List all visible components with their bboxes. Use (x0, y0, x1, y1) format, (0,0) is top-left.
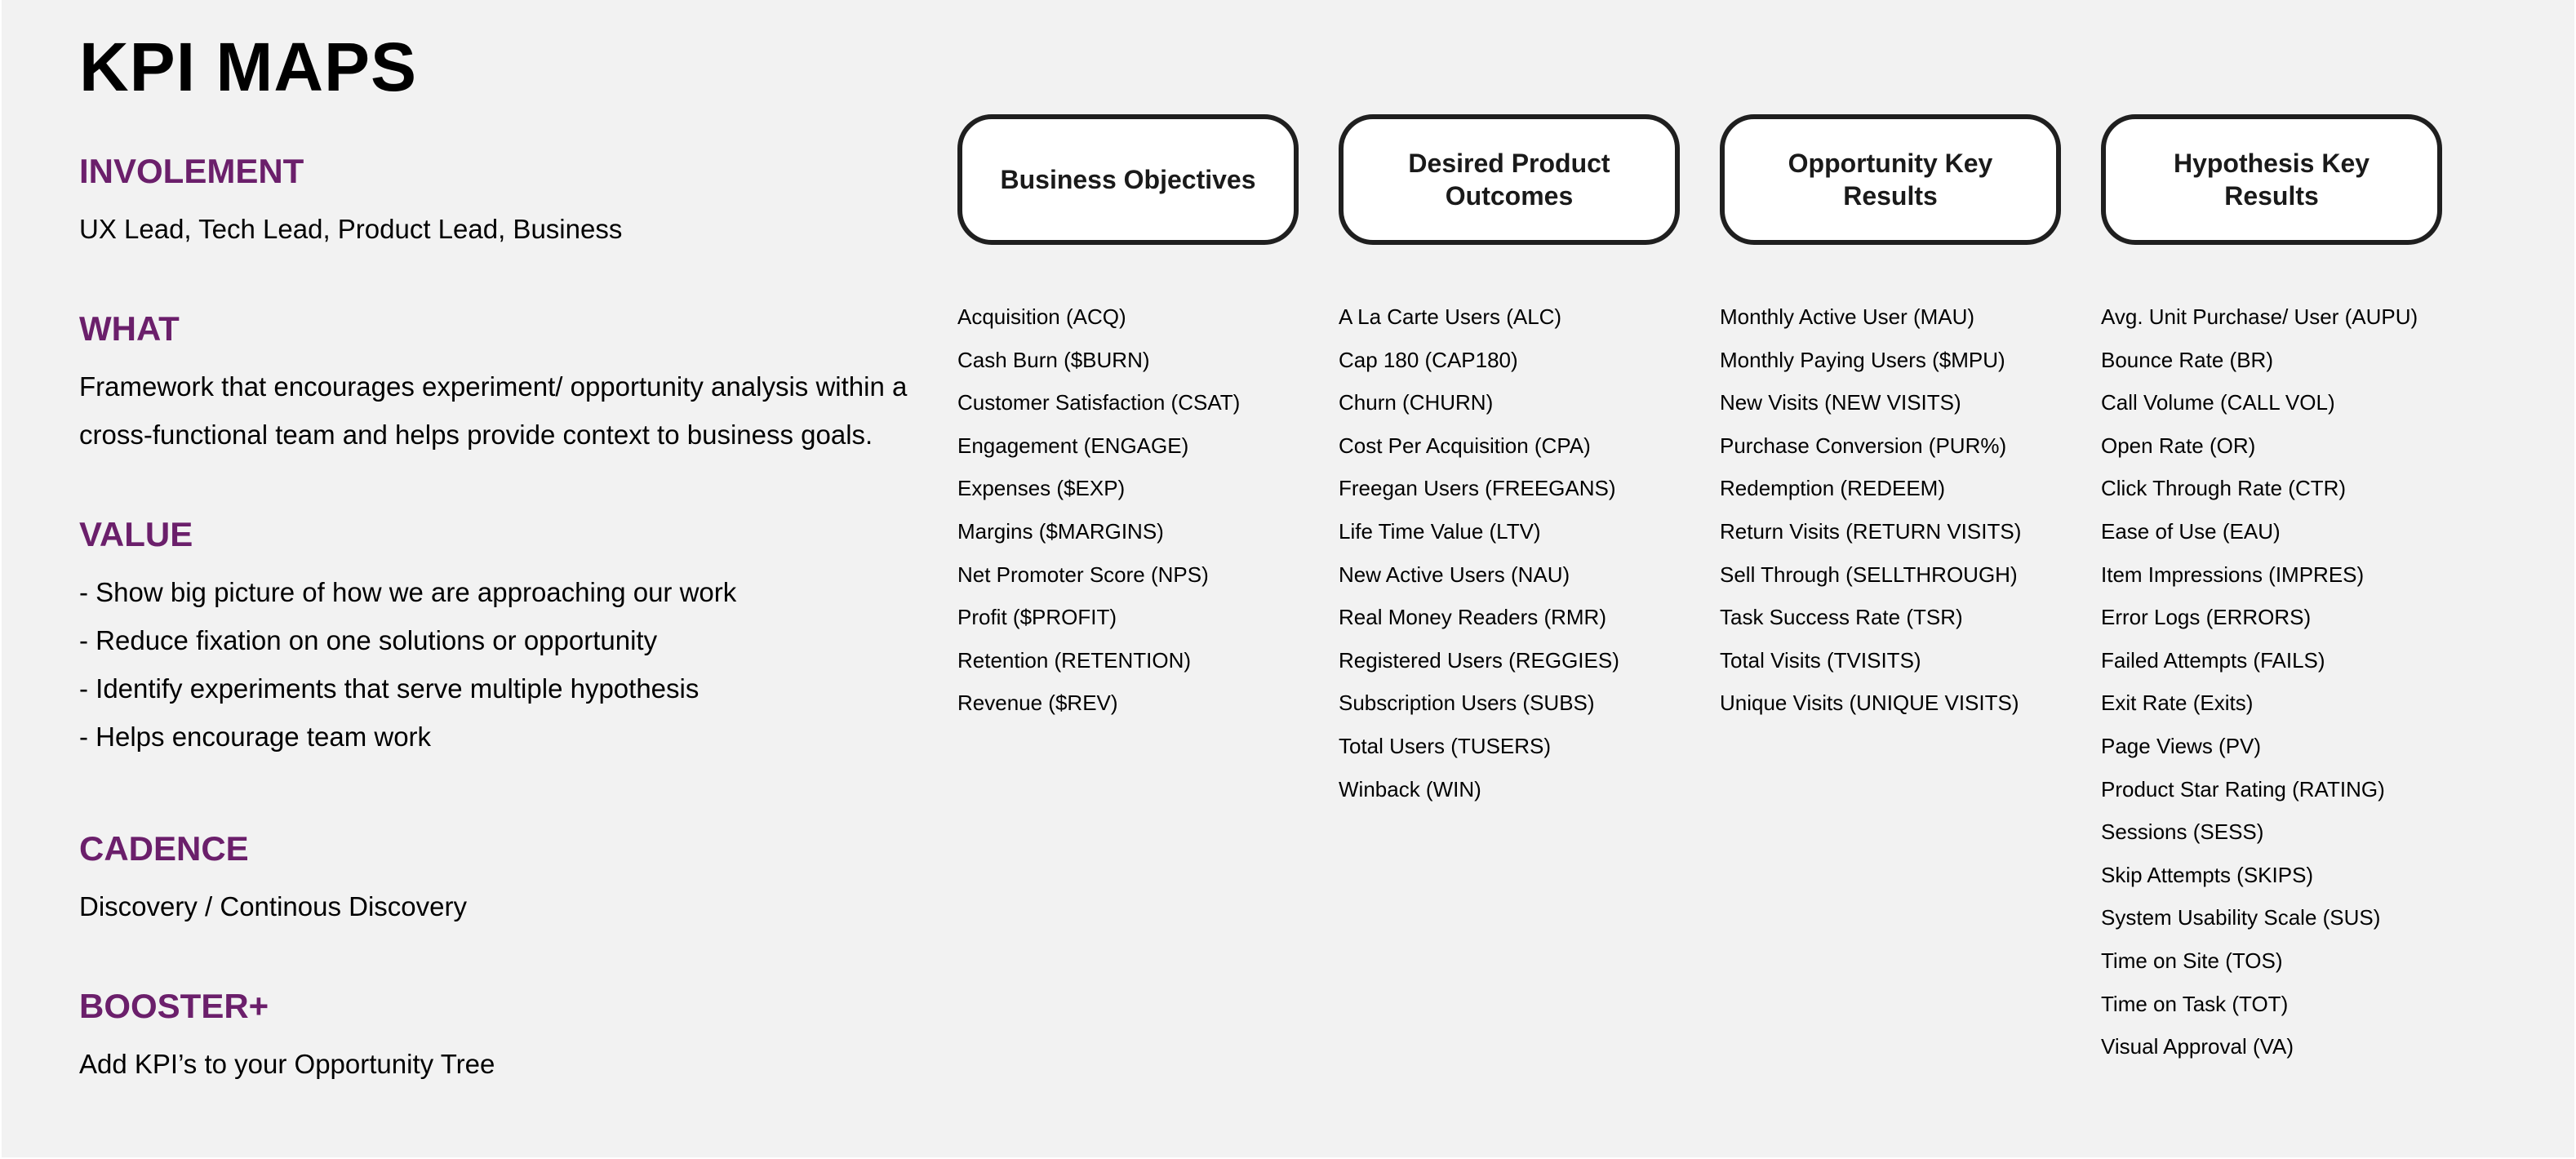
section-body-involement (79, 205, 936, 253)
kpi-item: Registered Users (REGGIES) (1339, 647, 1619, 673)
kpi-item: Sell Through (SELLTHROUGH) (1720, 562, 2018, 587)
section-value (79, 514, 936, 761)
kpi-item: Item Impressions (IMPRES) (2101, 562, 2365, 587)
kpi-item: A La Carte Users (ALC) (1339, 304, 1562, 329)
slide-canvas (2, 0, 2574, 1157)
kpi-item: Total Visits (TVISITS) (1720, 647, 1921, 673)
kpi-item: Winback (WIN) (1339, 776, 1481, 802)
kpi-list-opportunity-key-results (1720, 295, 2021, 725)
kpi-item: Unique Visits (UNIQUE VISITS) (1720, 691, 2019, 716)
value-list-item: - Helps encourage team work (79, 722, 432, 752)
kpi-item: Time on Site (TOS) (2101, 948, 2283, 973)
kpi-item: New Active Users (NAU) (1339, 562, 1570, 587)
kpi-item: Expenses ($EXP) (957, 476, 1126, 501)
value-list-item: - Show big picture of how we are approaching our work (79, 577, 737, 607)
involement-text: UX Lead, Tech Lead, Product Lead, Business (79, 214, 623, 244)
section-heading-what: WHAT (79, 309, 180, 348)
kpi-list-desired-product-outcomes (1339, 295, 1619, 810)
kpi-item: Open Rate (OR) (2101, 433, 2256, 458)
kpi-item: Page Views (PV) (2101, 733, 2262, 758)
kpi-item: Engagement (ENGAGE) (957, 433, 1189, 458)
value-list-item: - Reduce fixation on one solutions or opportunity (79, 625, 658, 655)
section-body-what (79, 362, 936, 459)
column-header-label: Hypothesis Key Results (2173, 149, 2370, 211)
kpi-item: Avg. Unit Purchase/ User (AUPU) (2101, 304, 2418, 329)
kpi-item: Sessions (SESS) (2101, 819, 2264, 845)
kpi-item: Click Through Rate (CTR) (2101, 476, 2347, 501)
kpi-item: Margins ($MARGINS) (957, 518, 1164, 544)
value-list (79, 568, 936, 761)
kpi-item: Customer Satisfaction (CSAT) (957, 390, 1241, 415)
kpi-item: Monthly Active User (MAU) (1720, 304, 1975, 329)
kpi-item: Life Time Value (LTV) (1339, 518, 1541, 544)
section-heading-involement: INVOLEMENT (79, 152, 304, 190)
kpi-item: Task Success Rate (TSR) (1720, 605, 1963, 630)
kpi-item: Skip Attempts (SKIPS) (2101, 862, 2314, 887)
kpi-item: Profit ($PROFIT) (957, 605, 1117, 630)
kpi-list-hypothesis-key-results (2101, 295, 2418, 1068)
kpi-item: Monthly Paying Users ($MPU) (1720, 347, 2005, 372)
kpi-list-business-objectives (957, 295, 1240, 725)
section-cadence (79, 828, 936, 930)
kpi-item: Product Star Rating (RATING) (2101, 776, 2385, 802)
column-header-hypothesis-key-results (2101, 114, 2442, 245)
kpi-column-desired-product-outcomes (1339, 114, 1698, 802)
kpi-item: System Usability Scale (SUS) (2101, 905, 2381, 930)
section-body-booster (79, 1040, 936, 1088)
kpi-item: Error Logs (ERRORS) (2101, 605, 2312, 630)
kpi-item: Purchase Conversion (PUR%) (1720, 433, 2007, 458)
what-text-line: cross-functional team and helps provide context to business goals. (79, 420, 873, 450)
kpi-item: Failed Attempts (FAILS) (2101, 647, 2325, 673)
what-text-line: Framework that encourages experiment/ opportunity analysis within a (79, 371, 908, 402)
kpi-item: New Visits (NEW VISITS) (1720, 390, 1961, 415)
section-body-cadence (79, 882, 936, 930)
kpi-item: Total Users (TUSERS) (1339, 733, 1552, 758)
kpi-column-opportunity-key-results (1720, 114, 2079, 716)
section-involement (79, 151, 936, 253)
kpi-item: Churn (CHURN) (1339, 390, 1494, 415)
kpi-item: Cost Per Acquisition (CPA) (1339, 433, 1591, 458)
kpi-item: Redemption (REDEEM) (1720, 476, 1945, 501)
cadence-text: Discovery / Continous Discovery (79, 891, 467, 921)
kpi-item: Ease of Use (EAU) (2101, 518, 2281, 544)
kpi-item: Acquisition (ACQ) (957, 304, 1126, 329)
column-header-label: Desired Product Outcomes (1408, 149, 1610, 211)
column-header-business-objectives (957, 114, 1299, 245)
column-header-label: Opportunity Key Results (1788, 149, 1993, 211)
value-list-item: - Identify experiments that serve multiple hypothesis (79, 673, 700, 704)
kpi-item: Subscription Users (SUBS) (1339, 691, 1595, 716)
kpi-item: Real Money Readers (RMR) (1339, 605, 1606, 630)
kpi-item: Cash Burn ($BURN) (957, 347, 1150, 372)
section-heading-booster: BOOSTER+ (79, 987, 269, 1025)
page-title: KPI MAPS (79, 29, 418, 105)
kpi-item: Time on Task (TOT) (2101, 991, 2289, 1016)
section-booster (79, 986, 936, 1088)
kpi-item: Visual Approval (VA) (2101, 1034, 2294, 1059)
kpi-column-hypothesis-key-results (2101, 114, 2460, 1059)
column-header-desired-product-outcomes (1339, 114, 1680, 245)
kpi-item: Call Volume (CALL VOL) (2101, 390, 2335, 415)
kpi-item: Net Promoter Score (NPS) (957, 562, 1209, 587)
booster-text: Add KPI’s to your Opportunity Tree (79, 1049, 495, 1079)
column-header-opportunity-key-results (1720, 114, 2061, 245)
kpi-item: Freegan Users (FREEGANS) (1339, 476, 1616, 501)
kpi-column-business-objectives (957, 114, 1317, 716)
section-what (79, 309, 936, 459)
kpi-item: Exit Rate (Exits) (2101, 691, 2254, 716)
kpi-item: Bounce Rate (BR) (2101, 347, 2273, 372)
kpi-item: Retention (RETENTION) (957, 647, 1192, 673)
kpi-item: Cap 180 (CAP180) (1339, 347, 1518, 372)
column-header-label: Business Objectives (1000, 165, 1256, 194)
kpi-item: Return Visits (RETURN VISITS) (1720, 518, 2022, 544)
section-heading-cadence: CADENCE (79, 829, 249, 868)
section-heading-value: VALUE (79, 515, 193, 553)
kpi-item: Revenue ($REV) (957, 691, 1118, 716)
